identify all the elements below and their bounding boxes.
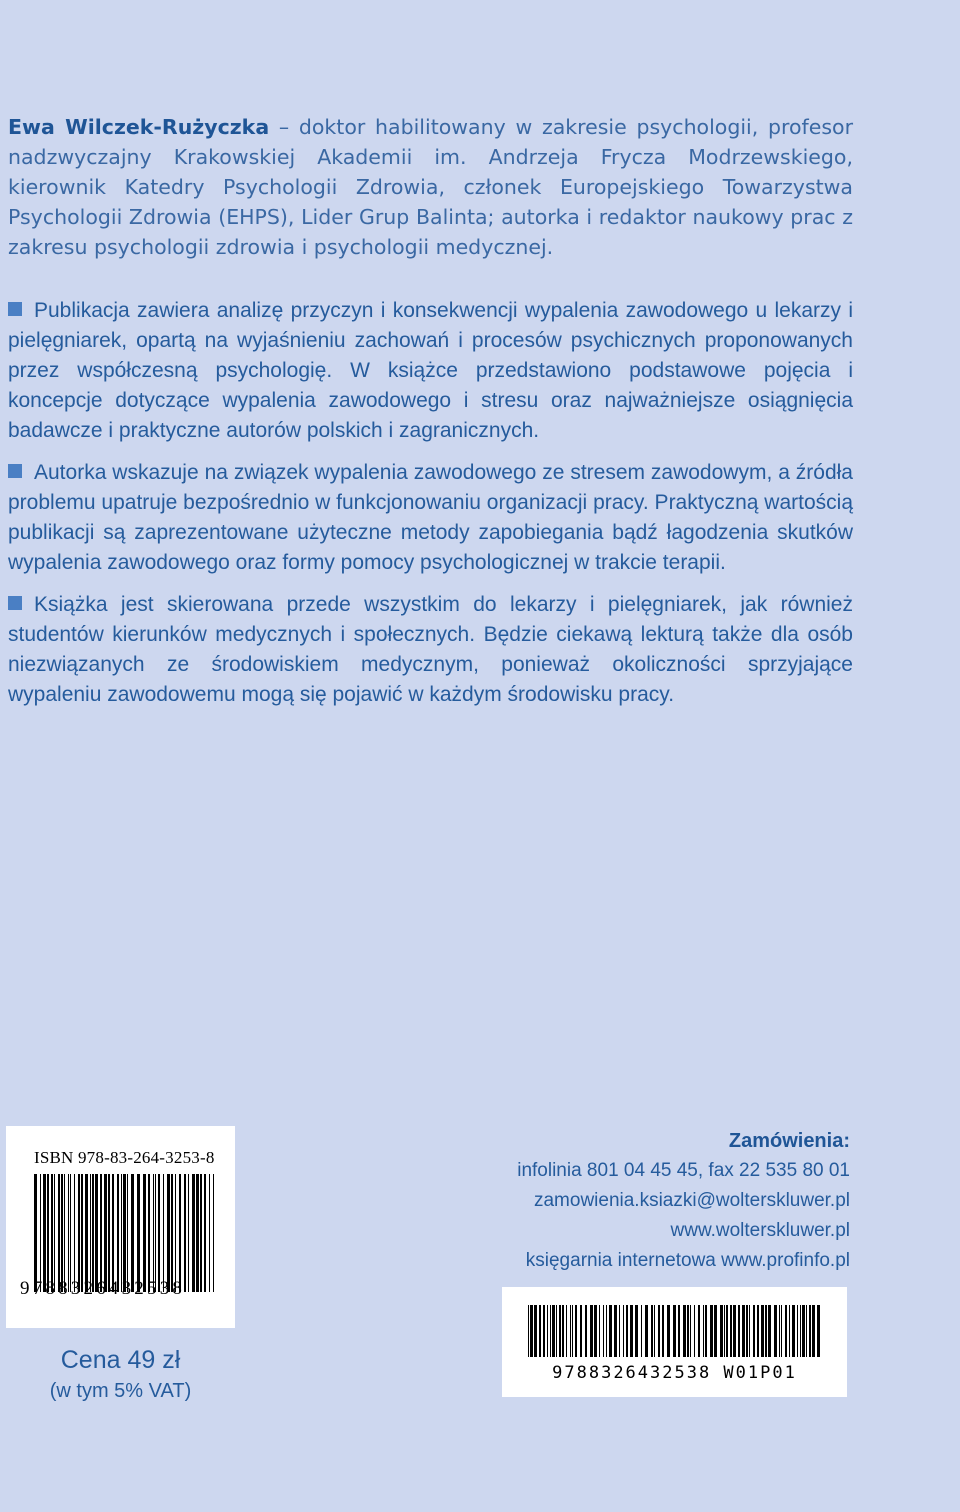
barcode-bar	[131, 1174, 134, 1292]
barcode-bar	[626, 1305, 628, 1357]
barcode-bar	[121, 1174, 122, 1292]
barcode-bar	[785, 1305, 787, 1357]
barcode-bar	[606, 1305, 607, 1357]
barcode-bar	[137, 1174, 140, 1292]
barcode-bar	[117, 1174, 119, 1292]
barcode-bar	[95, 1174, 98, 1292]
barcode-bar	[817, 1305, 820, 1357]
barcode-bar	[645, 1305, 648, 1357]
barcode-bar	[789, 1305, 790, 1357]
barcode-bar	[667, 1305, 670, 1357]
barcode-bar	[662, 1305, 664, 1357]
barcode-bar	[566, 1305, 567, 1357]
barcode-bar	[800, 1305, 801, 1357]
barcode-bar	[127, 1174, 128, 1292]
barcode-bar	[698, 1305, 700, 1357]
barcode-bar	[635, 1305, 638, 1357]
barcode-bar	[619, 1305, 620, 1357]
barcode-bar	[585, 1305, 587, 1357]
product-code: 9788326432538 W01P01	[552, 1363, 797, 1383]
barcode-bar	[630, 1305, 633, 1357]
square-bullet-icon	[8, 302, 22, 316]
barcode-bar	[100, 1174, 102, 1292]
barcode-bar	[200, 1174, 202, 1292]
barcode-bar	[559, 1305, 561, 1357]
barcode-bar	[54, 1174, 55, 1292]
barcode-bar	[155, 1174, 156, 1292]
barcode-bar	[580, 1305, 582, 1357]
description-paragraph: Autorka wskazuje na związek wypalenia zawodowego ze stresem zawodowym, a źródła problemu upatruje bezpośrednio w funkcjonowaniu organizacji pracy. Praktyczną wartością publikacji są zaprezentowane użyteczne metody zapobiegania bądź łagodzenia skutków wypalenia zawodowego oraz formy pomocy psychologicznej w trakcie terapii.	[8, 461, 853, 574]
description	[8, 296, 853, 722]
barcode-bar	[204, 1174, 206, 1292]
orders-info	[517, 1126, 850, 1276]
barcode-bar	[81, 1174, 83, 1292]
barcode-bar	[209, 1174, 210, 1292]
barcode-bar	[534, 1305, 537, 1357]
barcode-bar	[539, 1305, 541, 1357]
barcode-bar	[61, 1174, 63, 1292]
barcode-bar	[143, 1174, 146, 1292]
barcode-bar	[552, 1305, 555, 1357]
author-bio-text: – doktor habilitowany w zakresie psychologii, profesor nadzwyczajny Krakowskiej Akademii im. Andrzeja Frycza Modrzewskiego, kierownik Katedry Psychologii Zdrowia, członek Europejskiego Towarzystwa Psychologii Zdrowia (EHPS), Lider Grup Balinta; autorka i redaktor naukowy prac z zakresu psychologii zdrowia i psychologii medycznej.	[8, 115, 854, 259]
barcode-bar	[774, 1305, 777, 1357]
barcode-bar	[550, 1305, 551, 1357]
barcode-bar	[765, 1305, 767, 1357]
barcode-bar	[153, 1174, 154, 1292]
barcode-bar	[746, 1305, 748, 1357]
barcode-bar	[78, 1174, 80, 1292]
barcode-bar	[58, 1174, 60, 1292]
barcode-bar	[705, 1305, 707, 1357]
barcode-bar	[761, 1305, 764, 1357]
barcode-bar	[158, 1174, 160, 1292]
barcode-bar	[812, 1305, 815, 1357]
barcode-bar	[528, 1305, 529, 1357]
barcode-bar	[562, 1305, 564, 1357]
barcode-bar	[47, 1174, 49, 1292]
barcode-bar	[64, 1174, 65, 1292]
barcode-bar	[123, 1174, 126, 1292]
price-block	[6, 1344, 235, 1406]
barcode-bar	[749, 1305, 750, 1357]
barcode-bar	[654, 1305, 655, 1357]
square-bullet-icon	[8, 464, 22, 478]
barcode-bar	[70, 1174, 71, 1292]
barcode-bar	[40, 1174, 41, 1292]
description-paragraph: Publikacja zawiera analizę przyczyn i konsekwencji wypalenia zawodowego u lekarzy i pielęgniarek, opartą na wyjaśnieniu zachowań i procesów psychicznych proponowanych przez współczesną psychologię. W książce przedstawiono podstawowe pojęcia i koncepcje dotyczące wypalenia zawodowego i stresu oraz najważniejsze osiągnięcia badawcze i praktyczne autorów polskich i zagranicznych.	[8, 299, 853, 442]
barcode-bar	[603, 1305, 604, 1357]
barcode-bar	[809, 1305, 811, 1357]
barcode-bar	[779, 1305, 780, 1357]
author-name: Ewa Wilczek-Rużyczka	[8, 115, 270, 139]
barcode-bar	[730, 1305, 732, 1357]
barcode-bar	[673, 1305, 676, 1357]
barcode-bar	[714, 1305, 717, 1357]
barcode-bar	[108, 1174, 110, 1292]
barcode-bar	[806, 1305, 807, 1357]
barcode-bar	[175, 1174, 176, 1292]
barcode-bar	[651, 1305, 653, 1357]
barcode-bar	[738, 1305, 740, 1357]
barcode-bar	[43, 1174, 46, 1292]
product-code-panel	[502, 1287, 847, 1397]
barcode-bar	[171, 1174, 173, 1292]
barcode-bar	[726, 1305, 728, 1357]
barcode-bar	[85, 1174, 88, 1292]
orders-email[interactable]: zamowienia.ksiazki@wolterskluwer.pl	[533, 1190, 850, 1211]
author-bio	[8, 112, 853, 262]
barcode-bar	[74, 1174, 75, 1292]
barcode-bar	[148, 1174, 150, 1292]
isbn-barcode	[34, 1174, 214, 1292]
barcode-bar	[90, 1174, 91, 1292]
barcode-bar	[104, 1174, 107, 1292]
barcode-bar	[753, 1305, 755, 1357]
orders-phone: infolinia 801 04 45 45, fax 22 535 80 01	[517, 1160, 850, 1181]
barcode-bar	[614, 1305, 617, 1357]
barcode-bar	[599, 1305, 600, 1357]
barcode-bar	[556, 1305, 557, 1357]
orders-website[interactable]: www.wolterskluwer.pl	[670, 1220, 850, 1241]
isbn-label: ISBN 978-83-264-3253-8	[34, 1148, 215, 1167]
barcode-bar	[742, 1305, 745, 1357]
description-paragraph: Książka jest skierowana przede wszystkim do lekarzy i pielęgniarek, jak również studentów kierunków medycznych i społecznych. Będzie ciekawą lekturą także dla osób niezwiązanych ze środowiskiem medycznym, ponieważ okoliczności sprzyjające wypaleniu zawodowemu mogą się pojawić w każdym środowisku pracy.	[8, 593, 853, 706]
barcode-bar	[594, 1305, 597, 1357]
barcode-bar	[683, 1305, 686, 1357]
barcode-bar	[781, 1305, 782, 1357]
orders-label: Zamówienia:	[728, 1130, 850, 1152]
price: Cena 49 zł	[60, 1346, 181, 1374]
barcode-bar	[623, 1305, 624, 1357]
barcode-bar	[112, 1174, 114, 1292]
barcode-bar	[690, 1305, 691, 1357]
barcode-bar	[196, 1174, 199, 1292]
barcode-bar	[687, 1305, 689, 1357]
barcode-bar	[68, 1174, 69, 1292]
barcode-bar	[609, 1305, 612, 1357]
barcode-bar	[184, 1174, 186, 1292]
barcode-bar	[179, 1174, 181, 1292]
barcode-bar	[167, 1174, 170, 1292]
barcode-bar	[802, 1305, 805, 1357]
barcode-bar	[710, 1305, 713, 1357]
isbn-digits: 9788326432538	[20, 1278, 186, 1299]
isbn-barcode-panel	[6, 1126, 235, 1328]
barcode-bar	[658, 1305, 660, 1357]
barcode-bar	[547, 1305, 548, 1357]
barcode-bar	[694, 1305, 695, 1357]
barcode-bar	[92, 1174, 94, 1292]
barcode-bar	[213, 1174, 214, 1292]
product-barcode	[528, 1305, 822, 1357]
barcode-bar	[530, 1305, 533, 1357]
barcode-bar	[757, 1305, 759, 1357]
barcode-bar	[543, 1305, 545, 1357]
barcode-bar	[797, 1305, 798, 1357]
barcode-bar	[192, 1174, 195, 1292]
barcode-bar	[575, 1305, 577, 1357]
barcode-bar	[678, 1305, 680, 1357]
barcode-bar	[724, 1305, 725, 1357]
barcode-bar	[733, 1305, 736, 1357]
barcode-bar	[572, 1305, 573, 1357]
barcode-bar	[641, 1305, 642, 1357]
barcode-bar	[792, 1305, 795, 1357]
barcode-bar	[590, 1305, 593, 1357]
orders-shop[interactable]: księgarnia internetowa www.profinfo.pl	[525, 1250, 850, 1271]
price-vat: (w tym 5% VAT)	[49, 1380, 192, 1402]
barcode-bar	[51, 1174, 53, 1292]
barcode-bar	[703, 1305, 704, 1357]
barcode-bar	[720, 1305, 723, 1357]
barcode-bar	[768, 1305, 771, 1357]
barcode-bar	[570, 1305, 571, 1357]
barcode-bar	[188, 1174, 189, 1292]
barcode-bar	[163, 1174, 164, 1292]
barcode-bar	[34, 1174, 37, 1292]
square-bullet-icon	[8, 596, 22, 610]
